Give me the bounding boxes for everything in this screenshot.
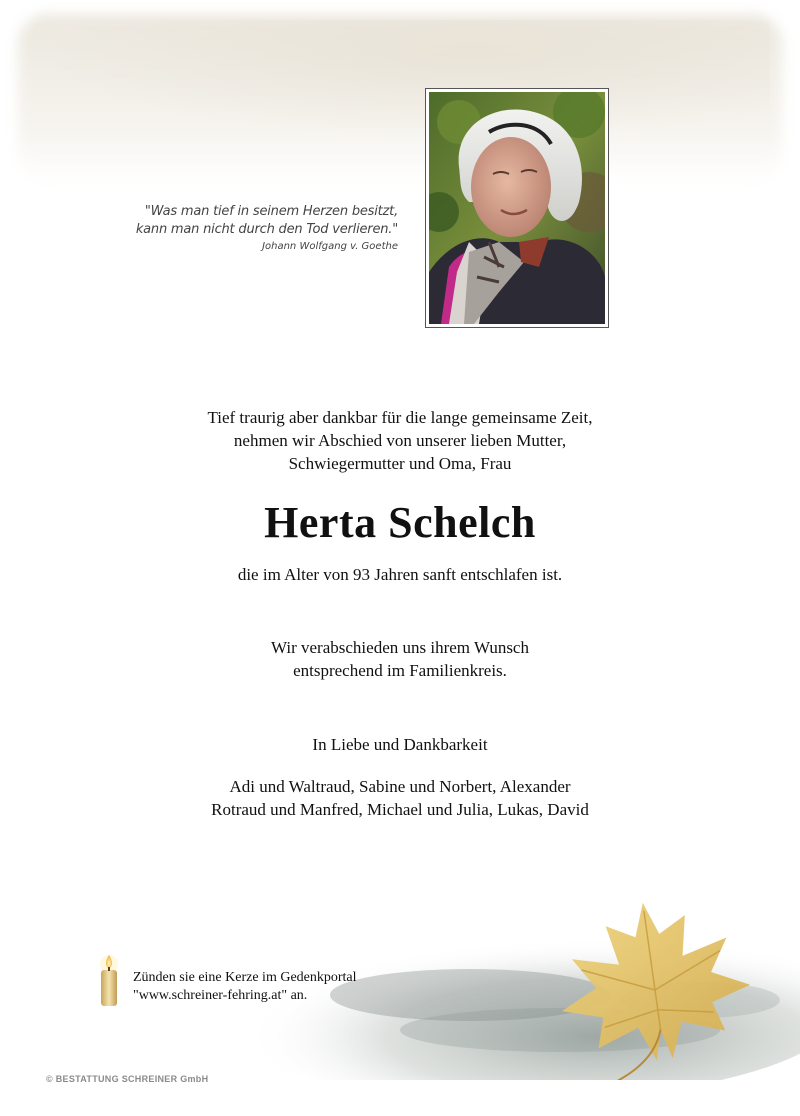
closing-text: In Liebe und Dankbarkeit: [312, 735, 488, 754]
candle-icon: [96, 952, 122, 1008]
farewell-line-1: Wir verabschieden uns ihrem Wunsch: [271, 638, 529, 657]
intro-line-2: nehmen wir Abschied von unserer lieben Mutter,: [233, 431, 567, 450]
family-line-1: Adi und Waltraud, Sabine und Norbert, Alexander: [229, 777, 571, 796]
portal-line-2: "www.schreiner-fehring.at" an.: [133, 988, 308, 1003]
intro-line-3: Schwiegermutter und Oma, Frau: [288, 454, 512, 473]
farewell-line-2: entsprechend im Familienkreis.: [293, 661, 507, 680]
family-names: [110, 775, 690, 821]
family-line-2: Rotraud und Manfred, Michael und Julia, Lukas, David: [211, 800, 589, 819]
candle-portal-text: [133, 969, 433, 1005]
deceased-name: Herta Schelch: [264, 498, 536, 547]
top-background-glow: [30, 20, 770, 140]
memorial-quote: [120, 203, 398, 254]
age-text: die im Alter von 93 Jahren sanft entschlafen ist.: [237, 565, 563, 584]
quote-line-1: "Was man tief in seinem Herzen besitzt,: [144, 204, 398, 219]
portal-line-1: Zünden sie eine Kerze im Gedenkportal: [133, 970, 357, 985]
intro-text: [150, 406, 650, 475]
quote-line-2: kann man nicht durch den Tod verlieren.": [135, 222, 398, 237]
copyright-notice: © BESTATTUNG SCHREINER GmbH: [46, 1074, 209, 1084]
farewell-text: [150, 636, 650, 682]
intro-line-1: Tief traurig aber dankbar für die lange gemeinsame Zeit,: [207, 408, 593, 427]
quote-author: Johann Wolfgang v. Goethe: [262, 241, 398, 252]
portrait-image: [429, 92, 605, 324]
portrait-photo: [425, 88, 609, 328]
